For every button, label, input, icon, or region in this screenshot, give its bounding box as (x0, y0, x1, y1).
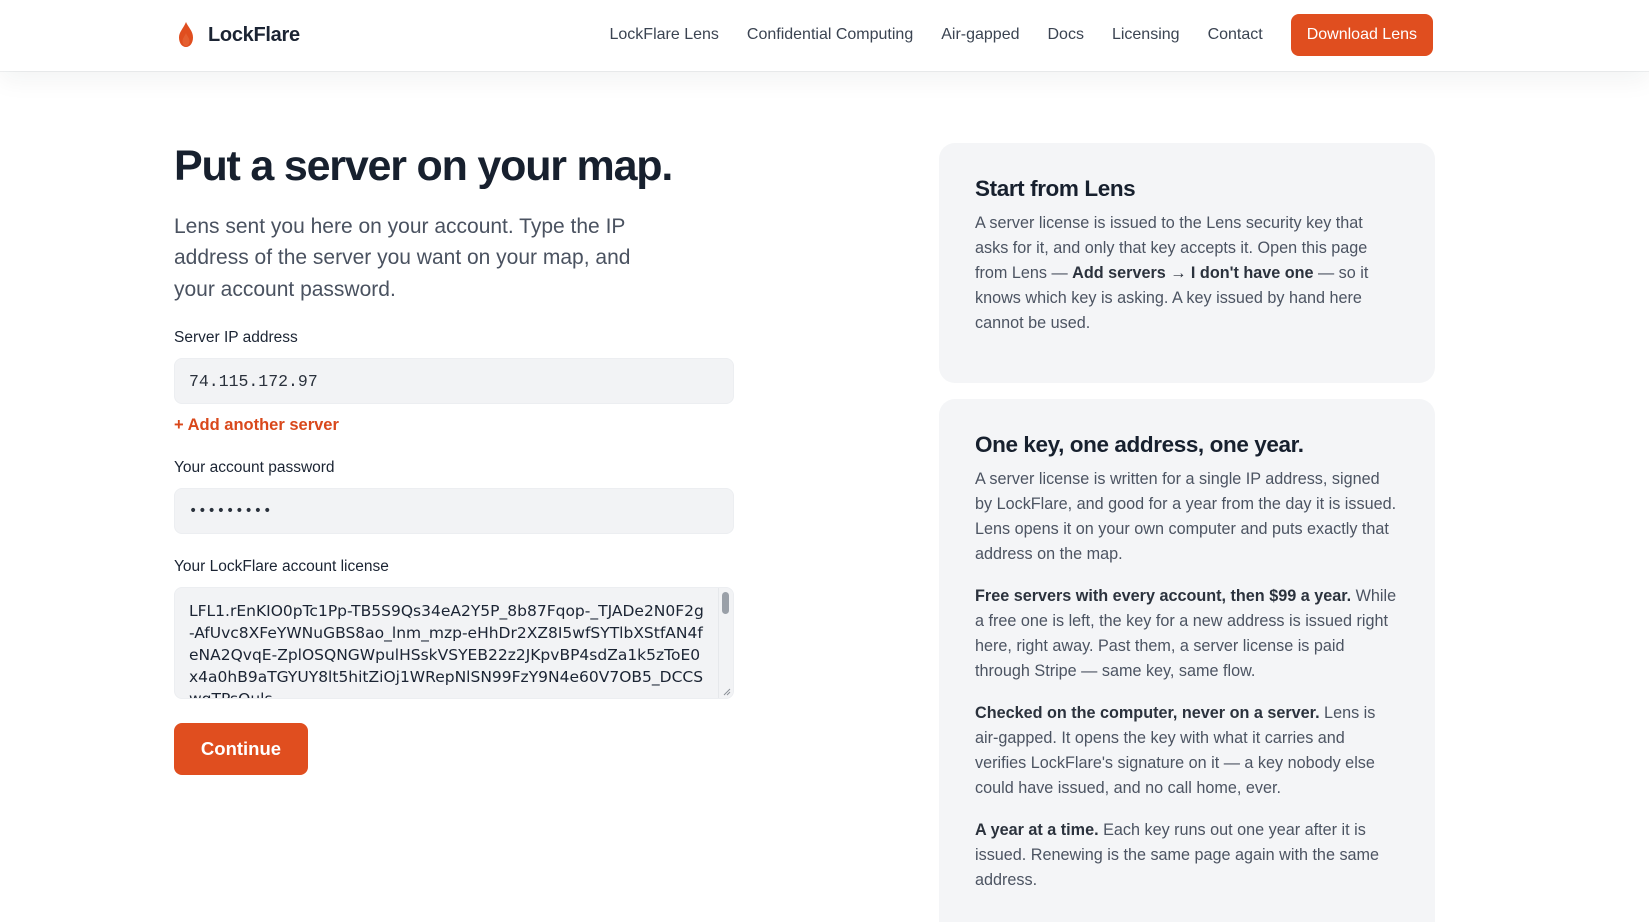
server-ip-input[interactable] (174, 358, 734, 404)
nav-lockflare-lens[interactable]: LockFlare Lens (609, 26, 719, 43)
start-from-lens-card (939, 143, 1435, 383)
password-label: Your account password (174, 459, 335, 477)
nav-licensing[interactable]: Licensing (1111, 26, 1180, 43)
top-navigation-bar (0, 0, 1649, 71)
card-intro-text: A server license is written for a single IP address, signed by LockFlare, and good for a year from the day it is issued. Lens opens it on your own computer and puts exactly that address on the map. (975, 470, 1397, 563)
nav-docs[interactable]: Docs (1047, 26, 1084, 43)
brand-name: LockFlare (208, 23, 300, 46)
free-servers-heading: Free servers with every account, then $99 a year. (975, 587, 1352, 605)
card-title-start-from-lens: Start from Lens (975, 176, 1136, 201)
continue-button[interactable]: Continue (174, 723, 308, 775)
license-scrollbar-thumb[interactable] (722, 592, 729, 614)
card-start-body (975, 211, 1399, 336)
server-ip-label: Server IP address (174, 329, 298, 347)
download-lens-button[interactable]: Download Lens (1291, 14, 1433, 56)
year-at-a-time-text: Each key runs out one year after it is issued. Renewing is the same page again with the same address. (975, 821, 1380, 889)
license-scrollbar[interactable] (718, 588, 733, 699)
password-input[interactable] (174, 488, 734, 534)
card-start-body-bold: Add servers → I don't have one (1072, 264, 1314, 282)
main-nav (610, 14, 1434, 56)
account-license-textarea[interactable] (175, 588, 720, 699)
license-textarea-wrapper (174, 587, 734, 699)
checked-on-computer-paragraph (975, 701, 1399, 801)
nav-contact[interactable]: Contact (1207, 26, 1263, 43)
brand-logo-link[interactable] (176, 20, 300, 50)
free-servers-text: While a free one is left, the key for a new address is issued right here, right away. Past them, a server license is paid through Stripe — same key, same flow. (975, 587, 1397, 680)
flame-logo-icon (176, 22, 196, 48)
server-form-section (174, 130, 734, 775)
nav-confidential-computing[interactable]: Confidential Computing (746, 26, 914, 43)
license-info-card (939, 399, 1435, 922)
nav-air-gapped[interactable]: Air-gapped (941, 26, 1020, 43)
card-start-body-2: — so it knows which key is asking. A key issued by hand here cannot be used. (975, 264, 1369, 332)
year-at-a-time-paragraph (975, 818, 1399, 893)
checked-on-computer-heading: Checked on the computer, never on a server. (975, 704, 1320, 722)
free-servers-paragraph (975, 584, 1399, 684)
year-at-a-time-heading: A year at a time. (975, 821, 1099, 839)
resize-grip-icon[interactable] (721, 686, 731, 696)
lead-text: Lens sent you here on your account. Type the IP address of the server you want on your map, and your account password. (174, 214, 631, 301)
card-title-one-key: One key, one address, one year. (975, 432, 1304, 457)
page-title: Put a server on your map. (174, 142, 673, 190)
card-start-body-1: A server license is issued to the Lens security key that asks for it, and only that key accepts it. Open this page from Lens — (975, 214, 1368, 282)
add-another-server-link[interactable]: + Add another server (174, 416, 339, 435)
checked-on-computer-text: Lens is air-gapped. It opens the key with what it carries and verifies LockFlare's signature on it — a key nobody else could have issued, and no call home, ever. (975, 704, 1376, 797)
account-license-label: Your LockFlare account license (174, 558, 389, 576)
